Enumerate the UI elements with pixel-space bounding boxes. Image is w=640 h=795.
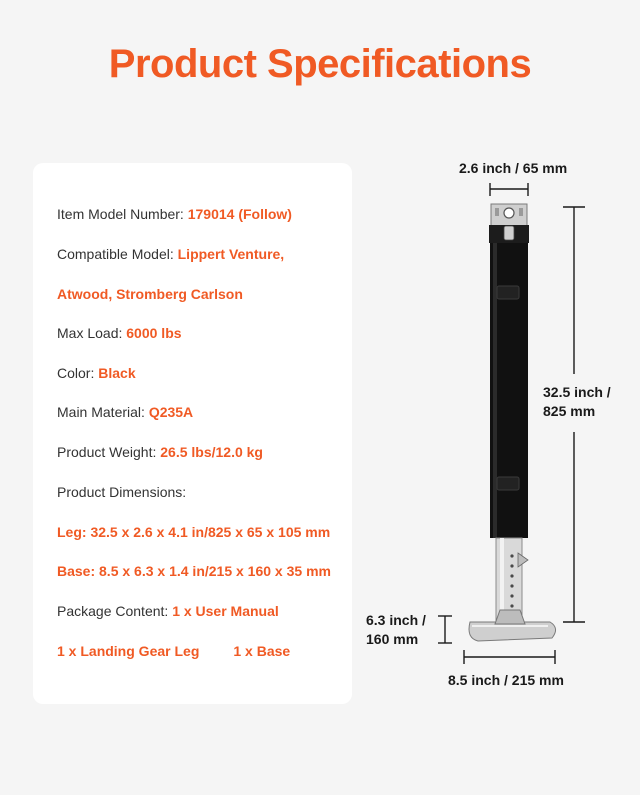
spec-compatible-value-1: Lippert Venture, bbox=[177, 246, 285, 262]
spec-dimensions-label: Product Dimensions: bbox=[57, 484, 187, 500]
spec-load-value: 6000 lbs bbox=[126, 325, 182, 341]
spec-package-label: Package Content: bbox=[57, 603, 169, 619]
top-bracket bbox=[491, 204, 527, 226]
base-plate bbox=[469, 610, 556, 641]
base-width-label: 8.5 inch / 215 mm bbox=[448, 672, 564, 688]
spec-package-value-3: 1 x Base bbox=[233, 643, 291, 659]
spec-model-label: Item Model Number: bbox=[57, 206, 184, 222]
spec-material-label: Main Material: bbox=[57, 404, 145, 420]
spec-compatible-value-2: Atwood, Stromberg Carlson bbox=[57, 286, 243, 302]
spec-load-label: Max Load: bbox=[57, 325, 123, 341]
spec-material-value: Q235A bbox=[148, 404, 194, 420]
base-height-label-line2: 160 mm bbox=[366, 631, 419, 647]
spec-weight-label: Product Weight: bbox=[57, 444, 157, 460]
spec-package-value-2: 1 x Landing Gear Leg bbox=[57, 643, 200, 659]
page-title: Product Specifications bbox=[108, 42, 532, 86]
leg-tube bbox=[489, 225, 529, 538]
top-width-label: 2.6 inch / 65 mm bbox=[459, 160, 568, 176]
spec-model-value: 179014 (Follow) bbox=[187, 206, 292, 222]
spec-leg-dims: Leg: 32.5 x 2.6 x 4.1 in/825 x 65 x 105 mm bbox=[57, 524, 331, 540]
spec-package-value-1: 1 x User Manual bbox=[172, 603, 279, 619]
height-label-line1: 32.5 inch / bbox=[543, 384, 611, 400]
spec-color-label: Color: bbox=[57, 365, 95, 381]
spec-weight-value: 26.5 lbs/12.0 kg bbox=[160, 444, 263, 460]
base-height-label-line1: 6.3 inch / bbox=[366, 612, 426, 628]
spec-base-dims: Base: 8.5 x 6.3 x 1.4 in/215 x 160 x 35 mm bbox=[57, 563, 331, 579]
height-label-line2: 825 mm bbox=[543, 403, 596, 419]
spec-compatible-label: Compatible Model: bbox=[57, 246, 174, 262]
spec-color-value: Black bbox=[98, 365, 136, 381]
